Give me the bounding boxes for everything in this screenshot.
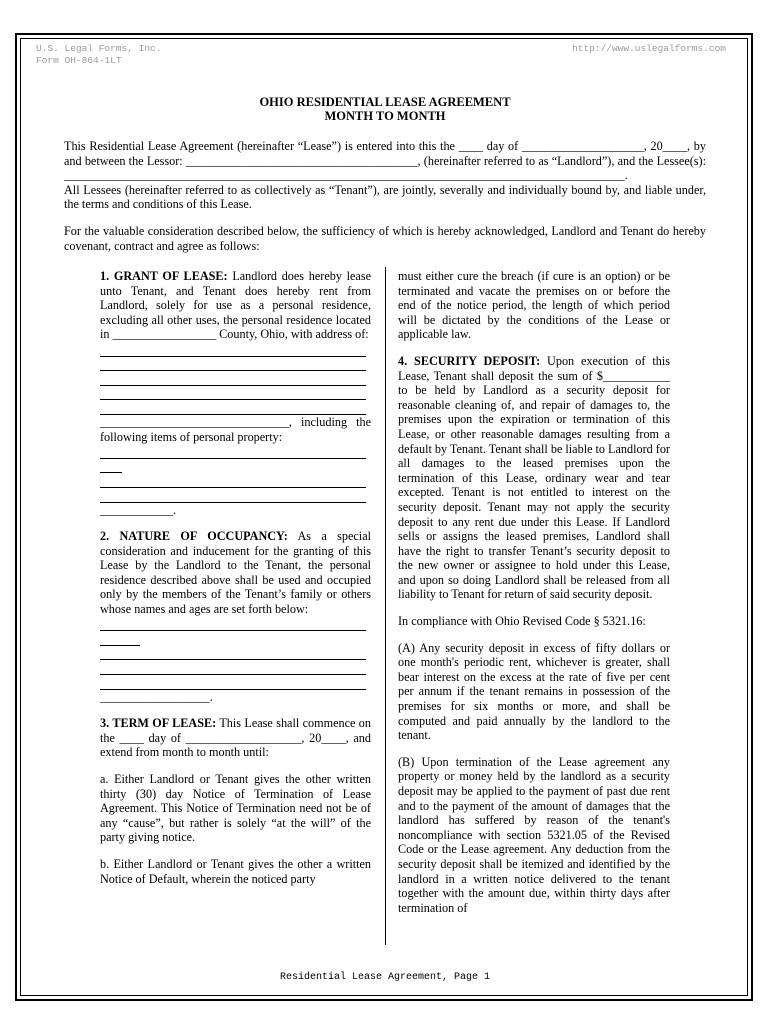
- section-2-end: __________________.: [100, 689, 213, 704]
- blank-line: [100, 342, 366, 357]
- section-3-text: This Lease shall commence on the ____ day of ___________________, 20____, and extend from month to month until:: [100, 716, 371, 760]
- section-2: [100, 529, 371, 617]
- section-1-items: _______________________________, including the following items of personal property:: [100, 414, 371, 444]
- intro-paragraph-3: For the valuable consideration described below, the sufficiency of which is hereby acknowledged, Landlord and Tenant do hereby covenant, contract and agree as follows:: [64, 223, 706, 253]
- section-1-end: ____________.: [100, 502, 177, 517]
- right-column: [398, 269, 670, 915]
- section-4-text: Upon execution of this Lease, Tenant shall deposit the sum of $___________ to be held by Landlord as a security deposit for reasonable cleaning of, and repair of damages to, the premises upon the expiration or termination of this Lease, or other reasonable damages resulting from a default by Tenant. Tenant shall be liable to Landlord for all damages to the leased premises upon the termination of this Lease, ordinary wear and tear excepted. Tenant is not entitled to interest on the security deposit. Tenant may not apply the security deposit to any rent due under this Lease. If Landlord sells or assigns the leased premises, Landlord shall have the right to transfer Tenant’s security deposit to the new owner or assignee to hold under this Lease, and upon so doing Landlord shall be released from all liability to Tenant for return of said security deposit.: [398, 353, 670, 602]
- blank-line: [100, 488, 366, 503]
- blank-line: [100, 660, 366, 675]
- title-line-2: MONTH TO MONTH: [324, 109, 446, 123]
- section-4-heading: 4. SECURITY DEPOSIT:: [398, 353, 541, 368]
- section-3-b: b. Either Landlord or Tenant gives the other a written Notice of Default, wherein the noticed party: [100, 856, 371, 886]
- section-3-a: a. Either Landlord or Tenant gives the other written thirty (30) day Notice of Termination of Lease Agreement. This Notice of Termination need not be of any “cause”, but rather is solely “at the will” of the party giving notice.: [100, 772, 371, 845]
- section-2-text: As a special consideration and inducement for the granting of this Lease by the Landlord to the Tenant, the personal residence described above shall be used and occupied only by the members of the Tenant’s family or others whose names and ages are set forth below:: [100, 529, 371, 617]
- title-line-1: OHIO RESIDENTIAL LEASE AGREEMENT: [259, 95, 511, 109]
- paragraph-b: (B) Upon termination of the Lease agreement any property or money held by the landlord as a security deposit may be applied to the payment of past due rent and to the payment of the amount of damages that the landlord has suffered by reason of the tenant's noncompliance with section 5321.05 of the Revised Code or the Lease agreement. Any deduction from the security deposit shall be itemized and identified by the landlord in a written notice delivered to the tenant together with the amount due, within thirty days after termination of: [398, 754, 670, 915]
- left-column: [100, 269, 371, 886]
- company-name: U.S. Legal Forms, Inc.: [36, 43, 162, 54]
- page-footer: Residential Lease Agreement, Page 1: [279, 972, 491, 983]
- intro-paragraph-2: All Lessees (hereinafter referred to as collectively as “Tenant”), are jointly, severally and individually bound by, and liable under, the terms and conditions of this Lease.: [64, 182, 706, 212]
- intro-paragraph-1: This Residential Lease Agreement (hereinafter “Lease”) is entered into this the ____ day of ____________________, 20____, by and between the Lessor: ______________________________________, (hereinafter referred to as “Landlord”), and the Lessee(s): ____________________________________________________________________________________________.: [64, 139, 706, 183]
- blank-line: [100, 371, 366, 386]
- section-2-heading: 2. NATURE OF OCCUPANCY:: [100, 529, 288, 544]
- section-1-heading: 1. GRANT OF LEASE:: [100, 269, 228, 283]
- header-url[interactable]: http://www.uslegalforms.com: [572, 43, 726, 54]
- blank-line: [100, 386, 366, 401]
- section-3: [100, 716, 371, 760]
- intro-section: [64, 139, 706, 253]
- form-id: Form OH-864-1LT: [36, 55, 122, 66]
- continued-text: must either cure the breach (if cure is an option) or be terminated and vacate the premises on or before the end of the notice period, the length of which period will be dictated by the conditions of the Lease or applicable law.: [398, 269, 670, 342]
- blank-line: [100, 444, 366, 459]
- column-divider: [385, 267, 386, 945]
- paragraph-a: (A) Any security deposit in excess of fifty dollars or one month's periodic rent, whichever is greater, shall bear interest on the excess at the rate of five per cent per annum if the tenant remains in possession of the premises for six months or more, and shall be computed and paid annually by the landlord to the tenant.: [398, 640, 670, 743]
- blank-line: [100, 631, 140, 646]
- blank-line: [100, 473, 366, 488]
- blank-line: [100, 646, 366, 661]
- section-1: [100, 269, 371, 342]
- blank-line: [100, 459, 122, 474]
- document-title: [0, 95, 770, 123]
- compliance-heading: In compliance with Ohio Revised Code § 5321.16:: [398, 614, 646, 629]
- section-1-text: Landlord does hereby lease unto Tenant, and Tenant does hereby rent from Landlord, solely for use as a personal residence, excluding all other uses, the personal residence located in _________________ County, Ohio, with address of:: [100, 269, 371, 342]
- header-left: [36, 43, 161, 67]
- blank-line: [100, 675, 366, 690]
- blank-line: [100, 357, 366, 372]
- section-4: [398, 354, 670, 602]
- section-3-heading: 3. TERM OF LEASE:: [100, 716, 217, 731]
- blank-line: [100, 617, 366, 632]
- blank-line: [100, 400, 366, 415]
